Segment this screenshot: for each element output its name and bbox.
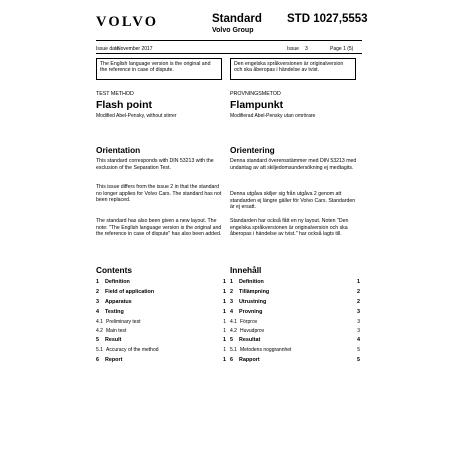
toc-entry-number: 5 — [96, 337, 99, 343]
toc-entry[interactable] — [230, 279, 360, 287]
document-subtitle-sv: Modifierad Abel-Pensky utan omrörare — [230, 113, 316, 119]
table-of-contents-sv — [230, 279, 360, 371]
toc-entry-page: 1 — [223, 328, 226, 334]
toc-entry[interactable] — [96, 319, 226, 327]
toc-entry[interactable] — [96, 337, 226, 345]
issue-label: Issue — [287, 46, 299, 52]
toc-entry-page: 3 — [357, 319, 360, 325]
toc-entry-title: Result — [105, 337, 122, 343]
orientation-paragraph-3-en: The standard has also been given a new layout. The note: "The English language version is the original and the reference in case of dispute" has also been added. — [96, 218, 222, 238]
issue-date-value: November 2017 — [117, 46, 153, 52]
toc-entry-page: 1 — [223, 357, 226, 363]
meta-divider — [96, 53, 362, 54]
toc-entry[interactable] — [230, 357, 360, 365]
toc-entry-title: Provning — [239, 309, 263, 315]
toc-entry-page: 1 — [223, 299, 226, 305]
toc-entry-title: Utrustning — [239, 299, 267, 305]
test-method-caption-sv: PROVNINGSMETOD — [230, 91, 281, 97]
toc-entry-page: 1 — [223, 289, 226, 295]
orientation-heading-sv: Orientering — [230, 145, 275, 155]
toc-entry-page: 2 — [357, 289, 360, 295]
toc-entry-title: Rapport — [239, 357, 260, 363]
toc-entry-page: 5 — [357, 347, 360, 353]
toc-entry[interactable] — [230, 328, 360, 336]
toc-entry-title: Resultat — [239, 337, 261, 343]
orientation-paragraph-3-sv: Standarden har också fått en ny layout. Noten "Den engelska språkversionen är originalversion och ska åberopas i händelse av tvist." har också lagts till. — [230, 218, 349, 238]
toc-entry-page: 5 — [357, 357, 360, 363]
toc-entry-number: 4.2 — [230, 328, 237, 334]
orientation-paragraph-2-en: This issue differs from the issue 2 in that the standard no longer applies for Volvo Cars. The standard has not been replaced. — [96, 184, 222, 204]
toc-entry-title: Förprov — [240, 319, 258, 325]
toc-entry-title: Testing — [105, 309, 124, 315]
toc-entry-title: Field of application — [105, 289, 155, 295]
toc-entry-title: Accuracy of the method — [106, 347, 159, 353]
language-notice-en: The English language version is the original and the reference in case of dispute. — [96, 58, 222, 80]
toc-entry-number: 4.2 — [96, 328, 103, 334]
toc-entry-number: 3 — [230, 299, 233, 305]
toc-entry-page: 3 — [357, 328, 360, 334]
toc-entry-number: 6 — [230, 357, 233, 363]
document-title-sv: Flampunkt — [230, 99, 284, 111]
toc-entry[interactable] — [230, 337, 360, 345]
toc-entry-number: 5.1 — [230, 347, 237, 353]
toc-entry-number: 4 — [96, 309, 99, 315]
language-notice-sv: Den engelska språkversionen är originalversion och ska åberopas i händelse av tvist. — [230, 58, 356, 80]
toc-entry-number: 4.1 — [96, 319, 103, 325]
toc-entry-title: Main test — [106, 328, 127, 334]
toc-entry[interactable] — [96, 328, 226, 336]
toc-entry-page: 4 — [357, 337, 360, 343]
toc-entry-number: 1 — [230, 279, 233, 285]
toc-entry-title: Apparatus — [105, 299, 132, 305]
orientation-paragraph-2-sv: Denna utgåva skiljer sig från utgåva 2 genom att standarden ej längre gäller för Volvo Cars. Standarden är ej ersatt. — [230, 191, 356, 211]
toc-entry-number: 3 — [96, 299, 99, 305]
toc-entry-title: Definition — [105, 279, 130, 285]
toc-entry[interactable] — [230, 347, 360, 355]
toc-entry-number: 1 — [96, 279, 99, 285]
page-indicator: Page 1 (5) — [330, 46, 354, 52]
toc-entry-number: 5 — [230, 337, 233, 343]
toc-entry-page: 1 — [223, 279, 226, 285]
toc-entry[interactable] — [230, 309, 360, 317]
toc-entry-number: 4 — [230, 309, 233, 315]
toc-entry-number: 4.1 — [230, 319, 237, 325]
toc-entry[interactable] — [96, 357, 226, 365]
toc-entry[interactable] — [96, 309, 226, 317]
toc-entry-number: 2 — [230, 289, 233, 295]
document-subtitle-en: Modified Abel-Pensky, without stirrer — [96, 113, 177, 119]
issue-date-label: Issue date — [96, 46, 120, 52]
toc-entry[interactable] — [96, 299, 226, 307]
toc-entry-title: Metodens noggrannhet — [240, 347, 292, 353]
toc-entry-page: 1 — [223, 347, 226, 353]
toc-entry[interactable] — [230, 319, 360, 327]
toc-entry-page: 2 — [357, 299, 360, 305]
standard-number: STD 1027,5553 — [287, 13, 368, 25]
toc-entry-page: 3 — [357, 309, 360, 315]
organization-name: Volvo Group — [212, 27, 254, 34]
toc-entry-number: 5.1 — [96, 347, 103, 353]
toc-entry-title: Tillämpning — [239, 289, 270, 295]
toc-entry-number: 6 — [96, 357, 99, 363]
orientation-heading-en: Orientation — [96, 145, 141, 155]
toc-entry[interactable] — [230, 289, 360, 297]
toc-entry-title: Report — [105, 357, 123, 363]
contents-heading-sv: Innehåll — [230, 265, 262, 275]
document-title-en: Flash point — [96, 99, 152, 111]
toc-entry-title: Preliminary test — [106, 319, 141, 325]
toc-entry-page: 1 — [223, 309, 226, 315]
toc-entry-number: 2 — [96, 289, 99, 295]
document-type-title: Standard — [212, 13, 262, 25]
contents-heading-en: Contents — [96, 265, 132, 275]
orientation-paragraph-1-en: This standard corresponds with DIN 53213 with the exclusion of the Separation Test. — [96, 158, 214, 171]
issue-value: 3 — [305, 46, 308, 52]
toc-entry-page: 1 — [223, 337, 226, 343]
orientation-paragraph-1-sv: Denna standard överensstämmer med DIN 53213 med undantag av att skiljedomsundersökning ej medtagits. — [230, 158, 357, 171]
toc-entry[interactable] — [230, 299, 360, 307]
test-method-caption: TEST METHOD — [96, 91, 134, 97]
toc-entry[interactable] — [96, 279, 226, 287]
toc-entry-title: Huvudprov — [240, 328, 265, 334]
toc-entry-page: 1 — [223, 319, 226, 325]
toc-entry[interactable] — [96, 289, 226, 297]
header-divider — [96, 40, 362, 41]
table-of-contents-en — [96, 279, 226, 371]
toc-entry[interactable] — [96, 347, 226, 355]
toc-entry-page: 1 — [357, 279, 360, 285]
volvo-logo: VOLVO — [96, 14, 159, 30]
toc-entry-title: Definition — [239, 279, 264, 285]
